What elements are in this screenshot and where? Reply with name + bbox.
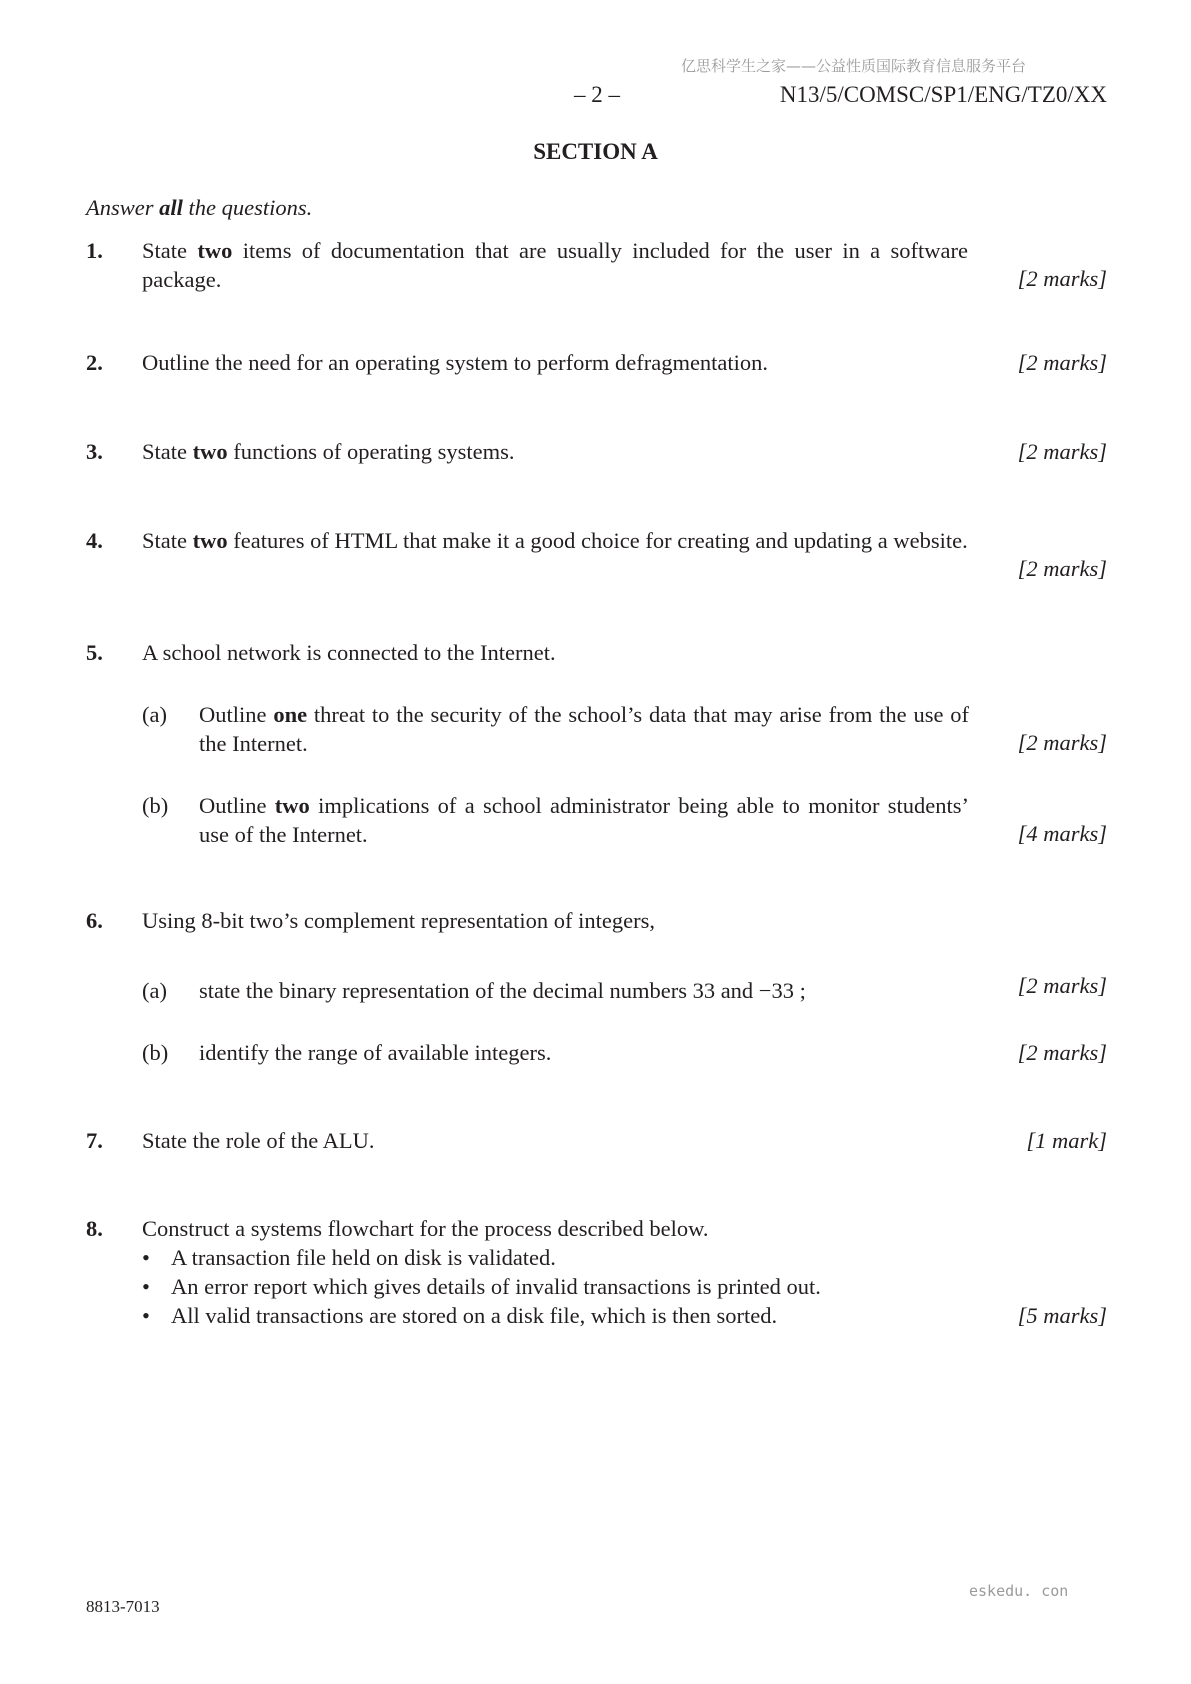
question-6b-label: (b) <box>142 1040 169 1065</box>
question-5-text: A school network is connected to the Internet. <box>142 640 556 665</box>
question-7-text: State the role of the ALU. <box>142 1128 375 1153</box>
question-5b-marks: [4 marks] <box>1017 821 1107 846</box>
question-4-number: 4. <box>86 528 103 553</box>
instructions-before: Answer <box>86 195 160 220</box>
question-5b-text <box>199 791 969 849</box>
bullet-item: • A transaction file held on disk is validated. <box>142 1243 821 1272</box>
question-8-number: 8. <box>86 1216 103 1241</box>
q5a-post: threat to the security of the school’s data that may arise from the use of the Internet. <box>199 702 969 756</box>
question-5a-label: (a) <box>142 702 167 727</box>
question-6b-text: identify the range of available integers. <box>199 1040 552 1065</box>
paper-code: N13/5/COMSC/SP1/ENG/TZ0/XX <box>779 82 1107 107</box>
q1-post: items of documentation that are usually included for the user in a software package. <box>142 238 968 292</box>
question-5a-text <box>199 700 969 758</box>
footer-code: 8813-7013 <box>86 1597 160 1616</box>
question-3-number: 3. <box>86 439 103 464</box>
bullet-item: • An error report which gives details of invalid transactions is printed out. <box>142 1272 821 1301</box>
question-7-number: 7. <box>86 1128 103 1153</box>
q5b-pre: Outline <box>199 793 275 818</box>
question-6b-marks: [2 marks] <box>1017 1040 1107 1065</box>
q3-bold: two <box>192 439 228 464</box>
question-3-text <box>142 437 968 466</box>
q5a-pre: Outline <box>199 702 274 727</box>
question-6a-label: (a) <box>142 978 167 1003</box>
q5a-bold: one <box>273 702 308 727</box>
question-6a-marks: [2 marks] <box>1017 973 1107 998</box>
q1-pre: State <box>142 238 198 263</box>
watermark-bottom: eskedu. con <box>969 1582 1069 1600</box>
q5b-bold: two <box>274 793 310 818</box>
bullet-item: • All valid transactions are stored on a disk file, which is then sorted. <box>142 1301 821 1330</box>
question-5-number: 5. <box>86 640 103 665</box>
question-6a-text: state the binary representation of the decimal numbers 33 and −33 ; <box>199 978 806 1003</box>
instructions <box>86 193 312 222</box>
q4-post: features of HTML that make it a good choice for creating and updating a website. <box>227 528 968 553</box>
q3-post: functions of operating systems. <box>227 439 515 464</box>
question-6-number: 6. <box>86 908 103 933</box>
question-7-marks: [1 mark] <box>1026 1128 1107 1153</box>
instructions-emphasis: all <box>159 195 183 220</box>
question-1-marks: [2 marks] <box>1017 266 1107 291</box>
question-1-text <box>142 236 968 294</box>
question-5a-marks: [2 marks] <box>1017 730 1107 755</box>
question-8-marks: [5 marks] <box>1017 1303 1107 1328</box>
q5b-post: implications of a school administrator being able to monitor students’ use of the Internet. <box>199 793 969 847</box>
question-2-number: 2. <box>86 350 103 375</box>
question-2-marks: [2 marks] <box>1017 350 1107 375</box>
page-number: – 2 – <box>574 82 620 107</box>
q4-pre: State <box>142 528 193 553</box>
q1-bold: two <box>197 238 233 263</box>
question-4-text <box>142 526 968 555</box>
question-3-marks: [2 marks] <box>1017 439 1107 464</box>
question-2-text: Outline the need for an operating system to perform defragmentation. <box>142 350 769 375</box>
question-6-text: Using 8-bit two’s complement representation of integers, <box>142 908 656 933</box>
instructions-after: the questions. <box>182 195 313 220</box>
question-8-text: Construct a systems flowchart for the process described below. <box>142 1216 709 1241</box>
watermark-top: 亿思科学生之家——公益性质国际教育信息服务平台 <box>681 57 1027 75</box>
section-title: SECTION A <box>533 139 658 164</box>
question-1-number: 1. <box>86 238 103 263</box>
question-5b-label: (b) <box>142 793 169 818</box>
q3-pre: State <box>142 439 193 464</box>
question-8-bullets <box>142 1243 821 1330</box>
q4-bold: two <box>192 528 228 553</box>
question-4-marks: [2 marks] <box>1017 556 1107 581</box>
